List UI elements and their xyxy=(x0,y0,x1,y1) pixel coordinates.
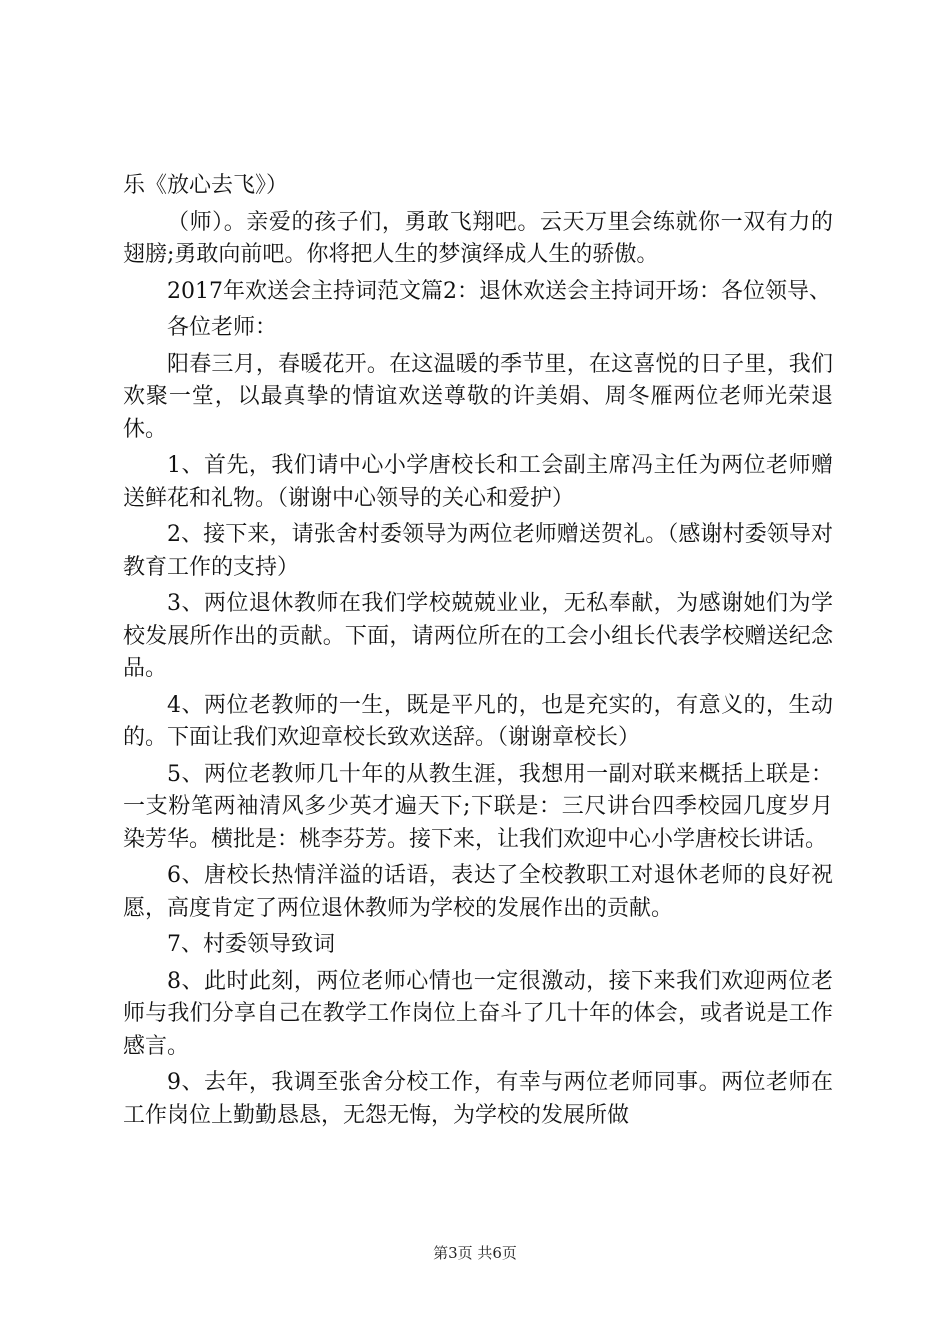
paragraph: 9、去年，我调至张舍分校工作，有幸与两位老师同事。两位老师在工作岗位上勤勤恳恳，无怨无悔，为学校的发展所做 xyxy=(123,1070,833,1128)
paragraph: 7、村委领导致词 xyxy=(167,932,335,957)
paragraph: （师）。亲爱的孩子们，勇敢飞翔吧。云天万里会练就你一双有力的翅膀;勇敢向前吧。你将把人生的梦演绎成人生的骄傲。 xyxy=(123,209,833,267)
paragraph: 阳春三月，春暖花开。在这温暖的季节里，在这喜悦的日子里，我们欢聚一堂，以最真挚的情谊欢送尊敬的许美娟、周冬雁两位老师光荣退休。 xyxy=(123,351,833,442)
paragraph: 5、两位老教师几十年的从教生涯，我想用一副对联来概括上联是：一支粉笔两袖清风多少英才遍天下;下联是：三尺讲台四季校园几度岁月染芳华。横批是：桃李芬芳。接下来，让我们欢迎中心小学唐校长讲话。 xyxy=(123,761,833,852)
paragraph: 3、两位退休教师在我们学校兢兢业业，无私奉献，为感谢她们为学校发展所作出的贡献。下面，请两位所在的工会小组长代表学校赠送纪念品。 xyxy=(123,591,833,681)
document-body xyxy=(123,170,833,1136)
page-number-footer: 第3页 共6页 xyxy=(433,1244,517,1262)
paragraph: 6、唐校长热情洋溢的话语，表达了全校教职工对退休老师的良好祝愿，高度肯定了两位退休教师为学校的发展作出的贡献。 xyxy=(123,863,833,921)
paragraph: 4、两位老教师的一生，既是平凡的，也是充实的，有意义的，生动的。下面让我们欢迎章校长致欢送辞。（谢谢章校长） xyxy=(123,692,833,750)
paragraph: 1、首先，我们请中心小学唐校长和工会副主席冯主任为两位老师赠送鲜花和礼物。（谢谢中心领导的关心和爱护） xyxy=(123,453,833,511)
paragraph: 2017年欢送会主持词范文篇2：退休欢送会主持词开场：各位领导、 xyxy=(167,278,831,304)
paragraph: 各位老师： xyxy=(167,315,278,340)
paragraph: 乐《放心去飞》） xyxy=(123,173,289,198)
paragraph: 2、接下来，请张舍村委领导为两位老师赠送贺礼。（感谢村委领导对教育工作的支持） xyxy=(123,522,833,580)
paragraph: 8、此时此刻，两位老师心情也一定很激动，接下来我们欢迎两位老师与我们分享自己在教学工作岗位上奋斗了几十年的体会，或者说是工作感言。 xyxy=(123,968,833,1059)
